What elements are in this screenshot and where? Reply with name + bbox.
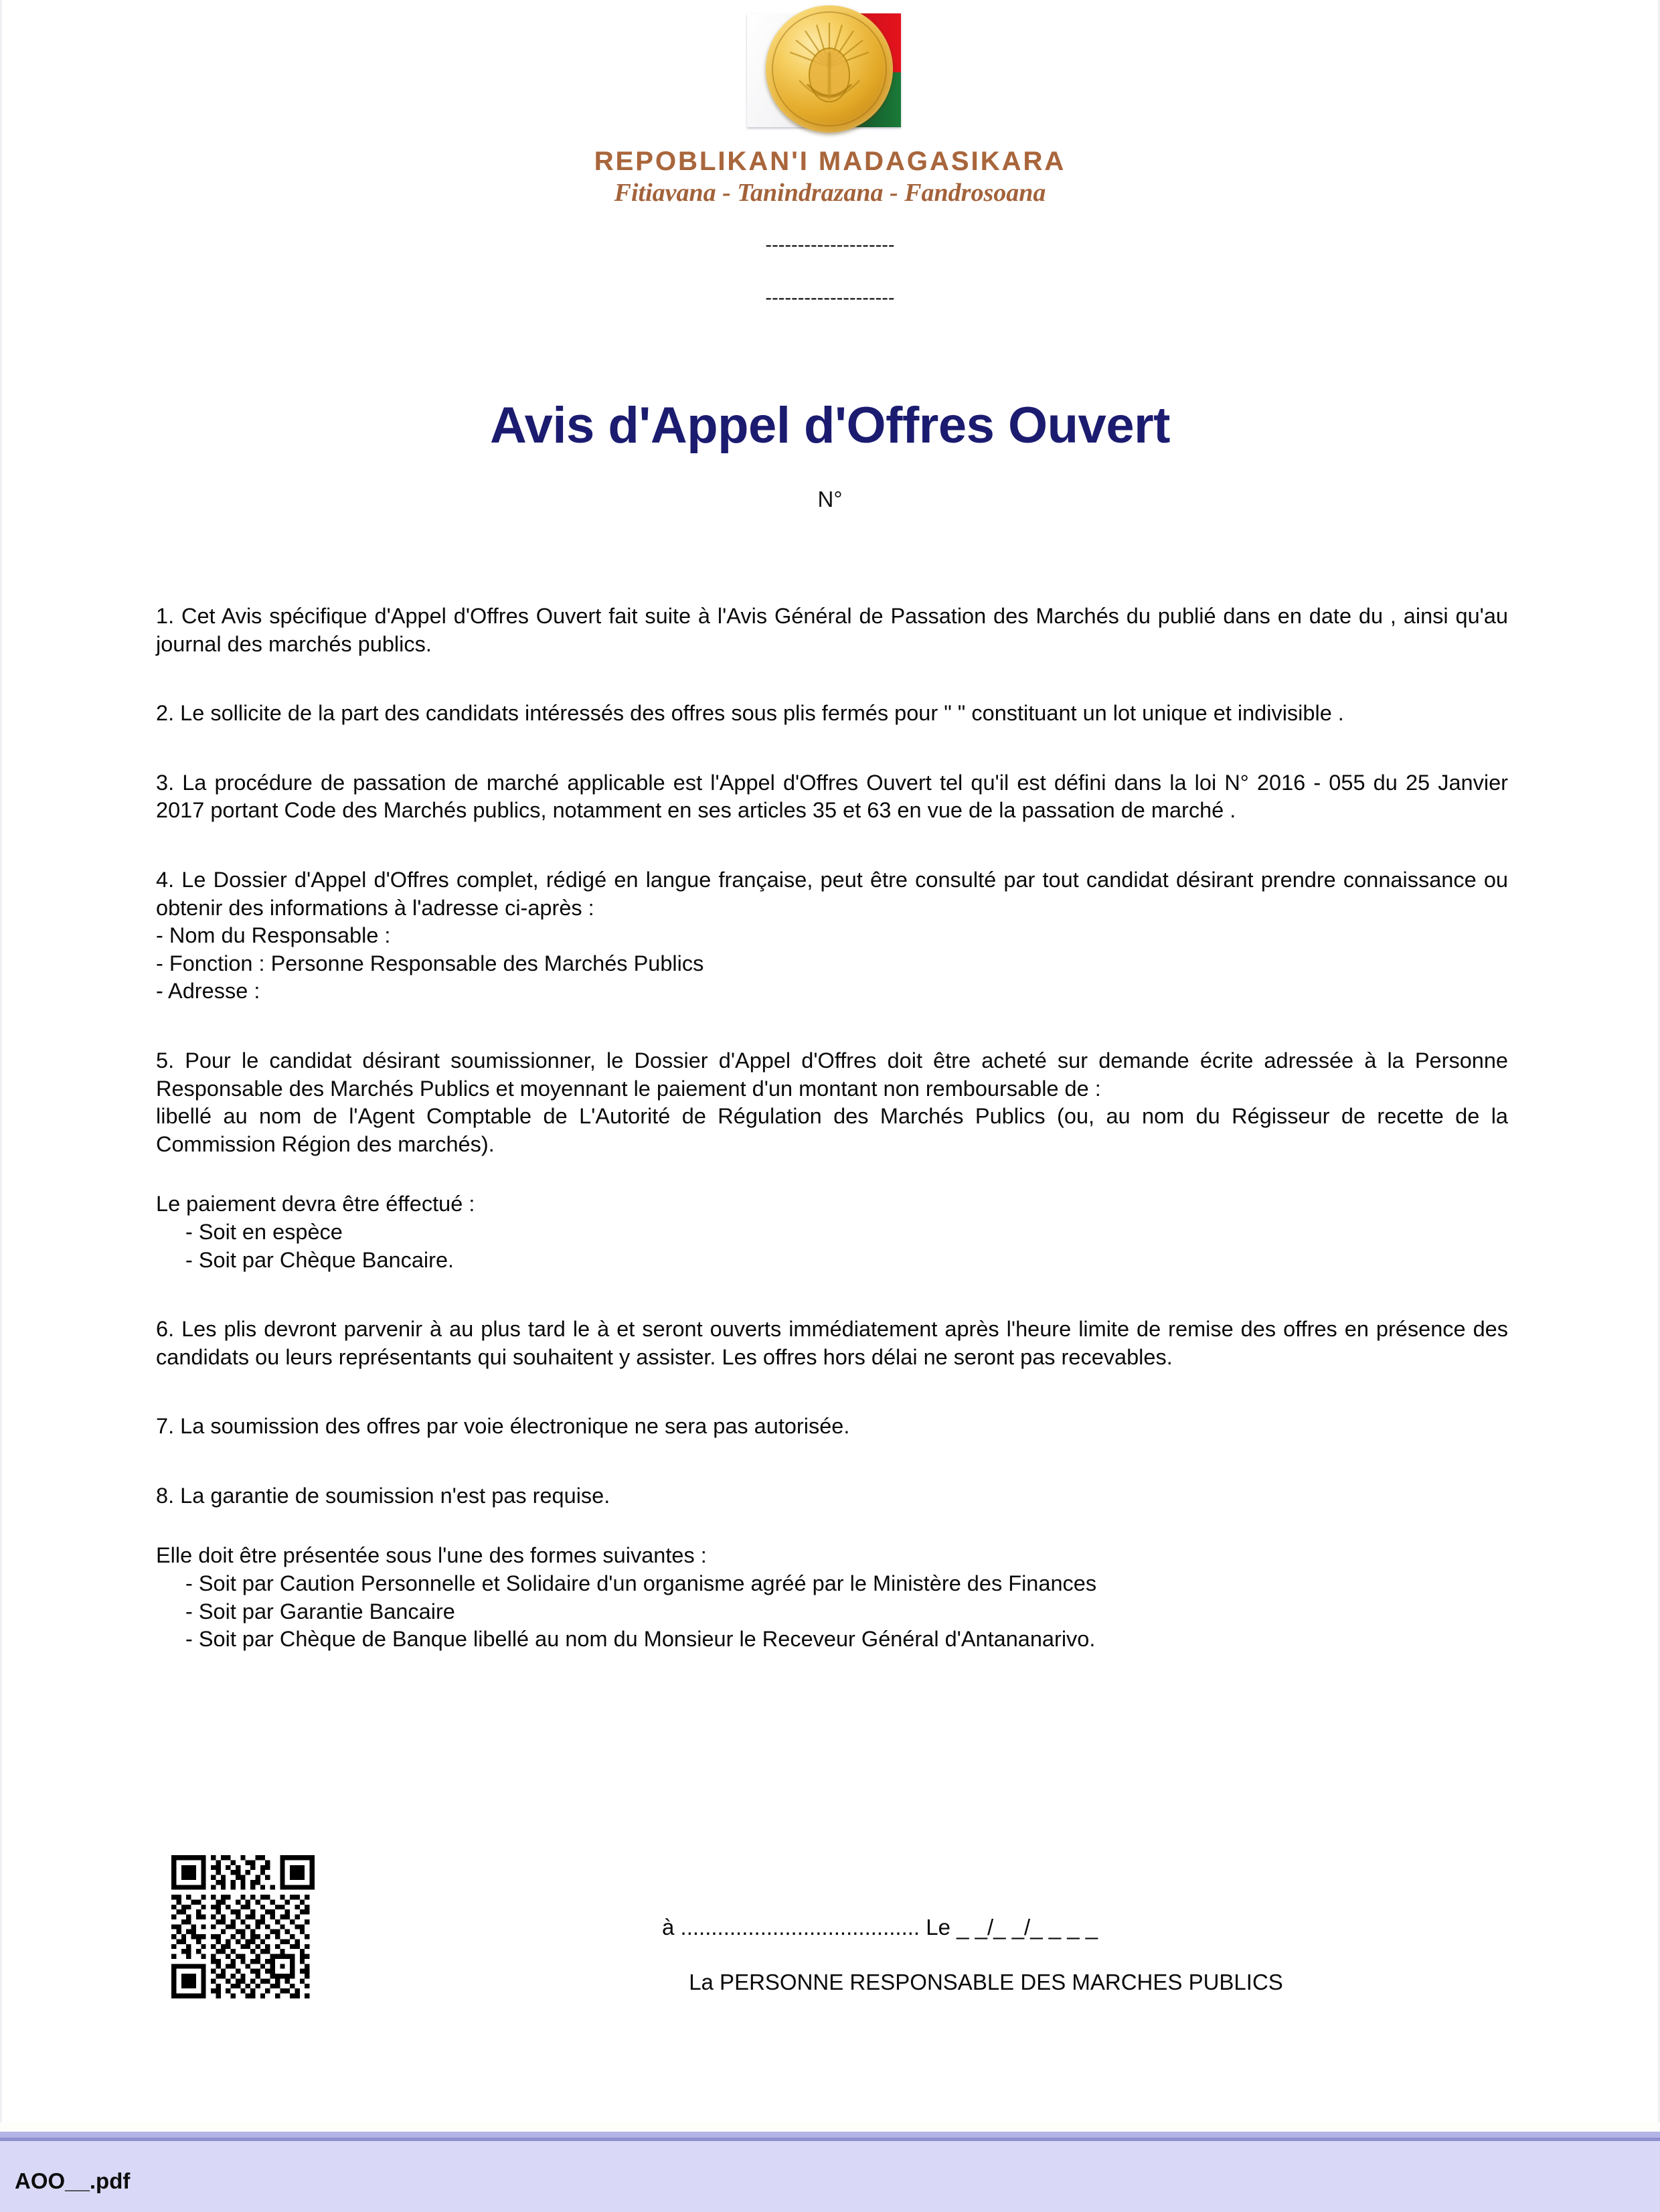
paragraph-5: 5. Pour le candidat désirant soumissionner, le Dossier d'Appel d'Offres doit être acheté sur demande écrite adressée à la Personne Responsable des Marchés Publics et moyennant le paiement d'un montant non remboursable de : [156,1048,1508,1101]
paragraph-5-continuation: libellé au nom de l'Agent Comptable de L'Autorité de Régulation des Marchés Publics (ou, au nom du Régisseur de recette de la Commission Région des marchés). [156,1104,1508,1156]
golden-seal-icon [766,5,893,133]
download-bar[interactable] [0,2132,1660,2212]
qr-code-icon [171,1855,315,1998]
place-and-date-line: à ....................................... Le _ _/_ _/_ _ _ _ [662,1915,1098,1940]
download-bar-highlight [0,2138,1660,2141]
downloaded-file-name[interactable]: AOO__.pdf [15,2168,131,2193]
signature-block [604,1915,1408,1995]
guarantee-forms-intro: Elle doit être présentée sous l'une des formes suivantes : [156,1543,707,1568]
madagascar-coat-of-arms-emblem-icon [747,5,913,139]
paragraph-3: 3. La procédure de passation de marché applicable est l'Appel d'Offres Ouvert tel qu'il est défini dans la loi N° 2016 - 055 du 25 Janvier 2017 portant Code des Marchés publics, notamment en ses articles 35 et 63 en vue de la passation de marché . [156,770,1508,823]
guarantee-form-caution: - Soit par Caution Personnelle et Solidaire d'un organisme agréé par le Ministère des Finances [185,1571,1097,1596]
payment-option-cash: - Soit en espèce [185,1219,343,1244]
tender-number-label: N° [817,487,843,511]
paragraph-4-address: - Adresse : [156,979,260,1004]
separator-line-1: -------------------- [765,234,895,256]
seal-outer-ring [772,11,887,127]
paragraph-4: 4. Le Dossier d'Appel d'Offres complet, rédigé en langue française, peut être consulté par tout candidat désirant prendre connaissance ou obtenir des informations à l'adresse ci-après : [156,867,1508,920]
paragraph-4-responsable-name: - Nom du Responsable : [156,923,391,948]
national-motto: Fitiavana - Tanindrazana - Fandrosoana [614,179,1046,207]
emblem-container [2,0,1658,143]
guarantee-form-bank-cheque: - Soit par Chèque de Banque libellé au nom du Monsieur le Receveur Général d'Antananarivo. [185,1627,1096,1652]
signatory-role: La PERSONNE RESPONSABLE DES MARCHES PUBLICS [689,1970,1283,1994]
page-title: Avis d'Appel d'Offres Ouvert [490,397,1170,454]
paragraph-1: 1. Cet Avis spécifique d'Appel d'Offres Ouvert fait suite à l'Avis Général de Passation des Marchés du publié dans en date du , ainsi qu'au journal des marchés publics. [156,604,1508,656]
paragraph-8: 8. La garantie de soumission n'est pas requise. [156,1483,610,1508]
document-body [156,603,1508,1654]
separator-line-2: -------------------- [765,287,895,309]
paragraph-6: 6. Les plis devront parvenir à au plus tard le à et seront ouverts immédiatement après l'heure limite de remise des offres en présence des candidats ou leurs représentants qui souhaitent y assister. Les offres hors délai ne seront pas recevables. [156,1317,1508,1369]
republic-name: REPOBLIKAN'I MADAGASIKARA [2,147,1658,177]
paragraph-4-function: - Fonction : Personne Responsable des Marchés Publics [156,951,704,975]
payment-option-cheque: - Soit par Chèque Bancaire. [185,1247,454,1272]
paragraph-7: 7. La soumission des offres par voie électronique ne sera pas autorisée. [156,1414,850,1439]
payment-intro: Le paiement devra être éffectué : [156,1192,475,1216]
paragraph-2: 2. Le sollicite de la part des candidats intéressés des offres sous plis fermés pour " " constituant un lot unique et indivisible . [156,701,1344,726]
guarantee-form-bank-guarantee: - Soit par Garantie Bancaire [185,1599,455,1624]
